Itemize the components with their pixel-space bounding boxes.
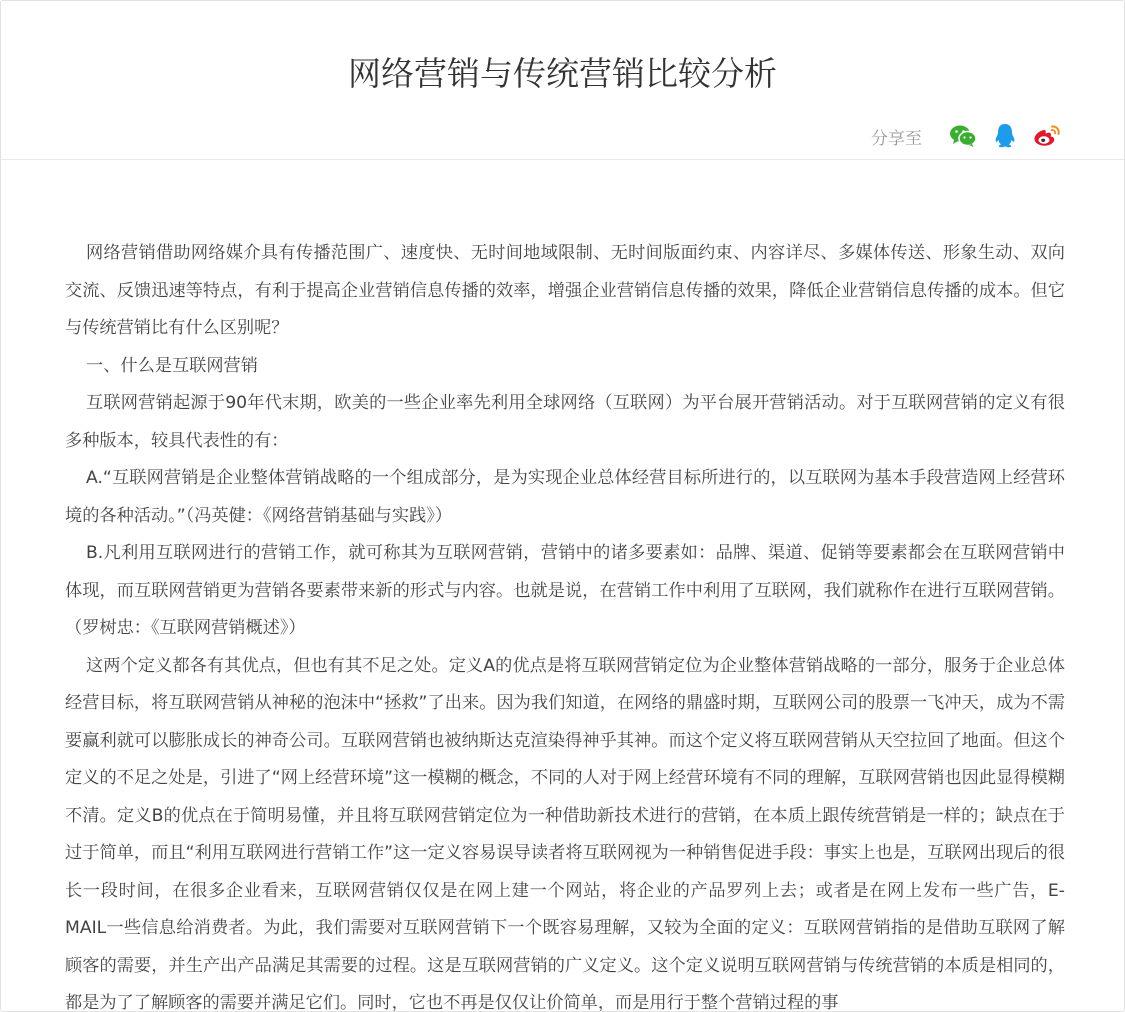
- share-label: 分享至: [871, 124, 922, 149]
- section-heading: 一、什么是互联网营销: [65, 348, 1065, 386]
- article-title: 网络营销与传统营销比较分析: [1, 51, 1124, 97]
- paragraph: A.“互联网营销是企业整体营销战略的一个组成部分，是为实现企业总体经营目标所进行的，以互联网为基本手段营造网上经营环境的各种活动。”（冯英健：《网络营销基础与实践》）: [65, 460, 1065, 535]
- paragraph: 这两个定义都各有其优点，但也有其不足之处。定义A的优点是将互联网营销定位为企业整体营销战略的一部分，服务于企业总体经营目标，将互联网营销从神秘的泡沫中“拯救”了出来。因为我们知道，在网络的鼎盛时期，互联网公司的股票一飞冲天，成为不需要赢利就可以膨胀成长的神奇公司。互联网营销也被纳斯达克渲染得神乎其神。而这个定义将互联网营销从天空拉回了地面。但这个定义的不足之处是，引进了“网上经营环境”这一模糊的概念，不同的人对于网上经营环境有不同的理解，互联网营销也因此显得模糊不清。定义B的优点在于简明易懂，并且将互联网营销定位为一种借助新技术进行的营销，在本质上跟传统营销是一样的；缺点在于过于简单，而且“利用互联网进行营销工作”这一定义容易误导读者将互联网视为一种销售促进手段：事实上也是，互联网出现后的很长一段时间，在很多企业看来，互联网营销仅仅是在网上建一个网站，将企业的产品罗列上去；或者是在网上发布一些广告，E-MAIL一些信息给消费者。为此，我们需要对互联网营销下一个既容易理解，又较为全面的定义：互联网营销指的是借助互联网了解顾客的需要，并生产出产品满足其需要的过程。这是互联网营销的广义定义。这个定义说明互联网营销与传统营销的本质是相同的，都是为了了解顾客的需要并满足它们。同时，它也不再是仅仅让价简单，而是用行于整个营销过程的事: [65, 648, 1065, 1012]
- wechat-icon[interactable]: [948, 121, 978, 151]
- article-header: [1, 1, 1124, 160]
- qq-icon[interactable]: [990, 121, 1020, 151]
- paragraph: B.凡利用互联网进行的营销工作，就可称其为互联网营销，营销中的诸多要素如：品牌、渠道、促销等要素都会在互联网营销中体现，而互联网营销更为营销各要素带来新的形式与内容。也就是说，在营销工作中利用了互联网，我们就称作在进行互联网营销。（罗树忠：《互联网营销概述》）: [65, 535, 1065, 648]
- paragraph: 网络营销借助网络媒介具有传播范围广、速度快、无时间地域限制、无时间版面约束、内容详尽、多媒体传送、形象生动、双向交流、反馈迅速等特点，有利于提高企业营销信息传播的效率，增强企业营销信息传播的效果，降低企业营销信息传播的成本。但它与传统营销比有什么区别呢？: [65, 235, 1065, 348]
- paragraph: 互联网营销起源于90年代末期，欧美的一些企业率先利用全球网络（互联网）为平台展开营销活动。对于互联网营销的定义有很多种版本，较具代表性的有：: [65, 385, 1065, 460]
- weibo-icon[interactable]: [1032, 121, 1062, 151]
- share-bar: [871, 119, 1062, 153]
- article-body: [65, 235, 1065, 1012]
